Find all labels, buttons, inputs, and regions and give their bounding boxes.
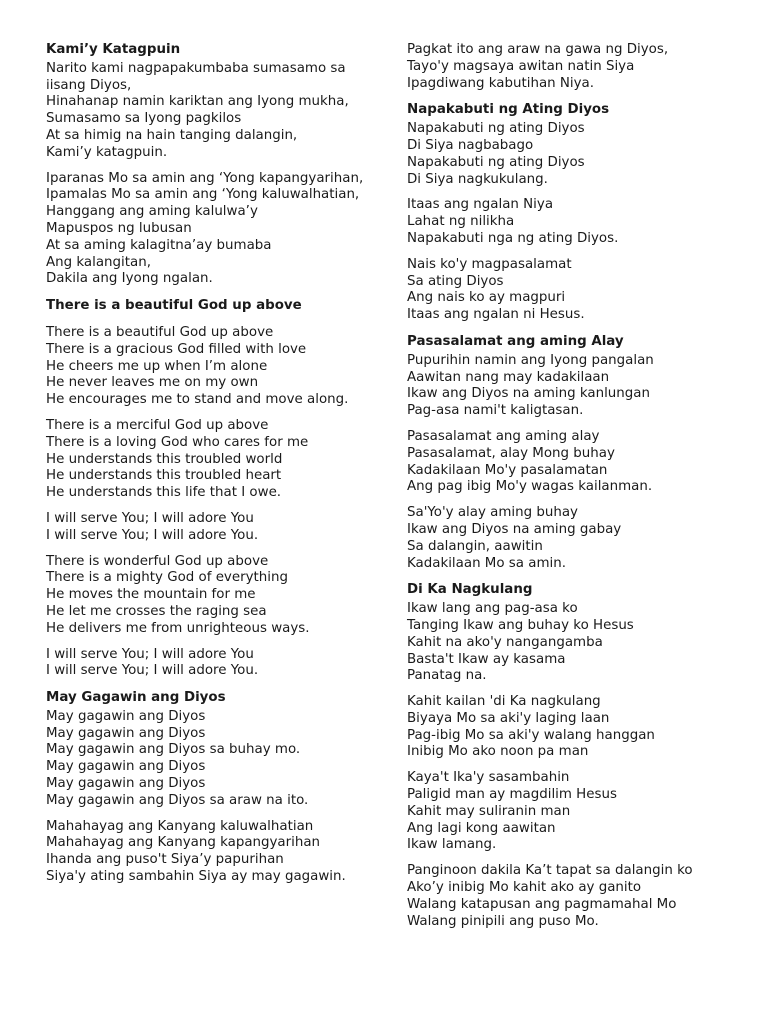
lyric-line: Pag-asa nami't kaligtasan. <box>407 403 584 419</box>
song-continued <box>407 42 737 92</box>
lyric-line: May gagawin ang Diyos <box>46 708 206 724</box>
stanza <box>46 709 366 810</box>
lyric-line: Kami’y katagpuin. <box>46 144 168 160</box>
lyric-line: Iparanas Mo sa amin ang ‘Yong kapangyarihan, <box>46 170 364 186</box>
lyric-line: Panginoon dakila Ka’t tapat sa dalangin ko <box>407 863 693 879</box>
lyric-line: Pasasalamat, alay Mong buhay <box>407 445 615 461</box>
left-column <box>46 42 366 886</box>
lyric-line: Siya'y ating sambahin Siya ay may gagawin. <box>46 869 346 885</box>
stanza <box>46 418 366 502</box>
lyric-line: Paligid man ay magdilim Hesus <box>407 787 617 803</box>
lyric-line: Hanggang ang aming kalulwa’y <box>46 204 258 220</box>
lyric-line: Mahahayag ang Kanyang kaluwalhatian <box>46 818 314 834</box>
lyric-line: Basta't Ikaw ay kasama <box>407 651 566 667</box>
lyric-line: He moves the mountain for me <box>46 587 256 603</box>
lyric-line: Ang lagi kong aawitan <box>407 820 556 836</box>
lyric-line: Ihanda ang puso't Siya’y papurihan <box>46 852 284 868</box>
lyric-line: Ikaw lang ang pag-asa ko <box>407 601 578 617</box>
lyric-line: Pasasalamat ang aming alay <box>407 428 600 444</box>
stanza <box>407 353 737 420</box>
lyric-line: Walang pinipili ang puso Mo. <box>407 913 599 929</box>
lyric-line: He never leaves me on my own <box>46 375 259 391</box>
song-kamiy-katagpuin <box>46 42 366 288</box>
lyric-line: Kaya't Ika'y sasambahin <box>407 770 570 786</box>
lyric-line: Sumasamo sa Iyong pagkilos <box>46 111 242 127</box>
lyric-line: Ikaw lamang. <box>407 837 497 853</box>
lyric-line: There is a merciful God up above <box>46 417 269 433</box>
lyric-line: Kahit na ako'y nangangamba <box>407 634 603 650</box>
lyric-line: Ipagdiwang kabutihan Niya. <box>407 75 595 91</box>
lyric-line: Pagkat ito ang araw na gawa ng Diyos, <box>407 42 669 57</box>
lyric-line: May gagawin ang Diyos sa araw na ito. <box>46 792 309 808</box>
lyric-line: Napakabuti ng ating Diyos <box>407 154 585 170</box>
lyric-line: Kahit may suliranin man <box>407 803 571 819</box>
lyric-line: May gagawin ang Diyos <box>46 759 206 775</box>
stanza <box>46 819 366 886</box>
lyric-line: There is a gracious God filled with love <box>46 341 307 357</box>
stanza <box>46 325 366 409</box>
lyric-line: Tanging Ikaw ang buhay ko Hesus <box>407 617 634 633</box>
stanza <box>407 121 737 188</box>
lyric-line: Di Siya nagkukulang. <box>407 171 548 187</box>
lyric-line: Kahit kailan 'di Ka nagkulang <box>407 694 601 710</box>
lyric-line: There is a loving God who cares for me <box>46 434 309 450</box>
lyric-line: Ang pag ibig Mo'y wagas kailanman. <box>407 479 653 495</box>
lyric-line: Ako’y inibig Mo kahit ako ay ganito <box>407 880 642 896</box>
lyric-line: He encourages me to stand and move along. <box>46 392 349 408</box>
lyric-line: Walang katapusan ang pagmamahal Mo <box>407 896 677 912</box>
stanza <box>407 42 737 92</box>
lyric-line: Ikaw ang Diyos na aming kanlungan <box>407 386 650 402</box>
lyric-line: Hinahanap namin kariktan ang Iyong mukha, <box>46 94 349 110</box>
lyric-line: He delivers me from unrighteous ways. <box>46 620 310 636</box>
song-title: Pasasalamat ang aming Alay <box>407 333 624 349</box>
lyric-line: Lahat ng nilikha <box>407 214 515 230</box>
song-title: There is a beautiful God up above <box>46 298 302 314</box>
song-title: May Gagawin ang Diyos <box>46 690 226 706</box>
lyric-line: Ipamalas Mo sa amin ang ‘Yong kaluwalhatian, <box>46 187 360 203</box>
lyric-line: There is a beautiful God up above <box>46 324 274 340</box>
lyric-line: Ikaw ang Diyos na aming gabay <box>407 521 622 537</box>
lyric-line: He cheers me up when I’m alone <box>46 358 268 374</box>
lyric-line: Ang nais ko ay magpuri <box>407 290 566 306</box>
stanza <box>46 511 366 545</box>
stanza <box>46 171 366 289</box>
lyric-line: Nais ko'y magpasalamat <box>407 256 572 272</box>
lyric-line: Kadakilaan Mo'y pasalamatan <box>407 462 608 478</box>
lyric-line: Sa ating Diyos <box>407 273 504 289</box>
lyric-line: May gagawin ang Diyos <box>46 776 206 792</box>
lyric-line: Itaas ang ngalan Niya <box>407 197 554 213</box>
stanza <box>407 694 737 761</box>
lyric-line: Narito kami nagpapakumbaba sumasamo sa iisang Diyos, <box>46 60 350 93</box>
lyric-line: Mapuspos ng lubusan <box>46 220 192 236</box>
stanza <box>407 863 737 930</box>
stanza <box>46 647 366 681</box>
lyric-line: Napakabuti nga ng ating Diyos. <box>407 230 619 246</box>
lyric-line: May gagawin ang Diyos <box>46 725 206 741</box>
lyric-line: There is a mighty God of everything <box>46 570 288 586</box>
lyric-line: Dakila ang Iyong ngalan. <box>46 271 213 287</box>
stanza <box>46 61 366 162</box>
stanza <box>407 505 737 572</box>
lyric-line: Ang kalangitan, <box>46 254 151 270</box>
lyric-line: Biyaya Mo sa aki'y laging laan <box>407 710 610 726</box>
lyric-line: He understands this troubled heart <box>46 468 282 484</box>
lyric-line: Sa dalangin, aawitin <box>407 538 543 554</box>
lyric-line: At sa himig na hain tanging dalangin, <box>46 127 298 143</box>
song-title: Napakabuti ng Ating Diyos <box>407 102 610 118</box>
stanza <box>407 197 737 247</box>
stanza <box>407 770 737 854</box>
song-beautiful-god <box>46 298 366 680</box>
lyric-line: Napakabuti ng ating Diyos <box>407 121 585 137</box>
lyric-line: He understands this troubled world <box>46 451 283 467</box>
song-pasasalamat <box>407 334 737 572</box>
lyric-line: Panatag na. <box>407 668 487 684</box>
lyric-line: Aawitan nang may kadakilaan <box>407 369 610 385</box>
lyric-line: I will serve You; I will adore You. <box>46 663 259 679</box>
lyric-line: May gagawin ang Diyos sa buhay mo. <box>46 742 301 758</box>
song-napakabuti <box>407 102 737 324</box>
lyric-line: Tayo'y magsaya awitan natin Siya <box>407 58 635 74</box>
lyric-line: Pag-ibig Mo sa aki'y walang hanggan <box>407 727 655 743</box>
right-column <box>407 42 737 930</box>
lyric-line: I will serve You; I will adore You <box>46 646 254 662</box>
song-title: Kami’y Katagpuin <box>46 42 181 57</box>
lyric-line: I will serve You; I will adore You. <box>46 527 259 543</box>
lyric-line: Itaas ang ngalan ni Hesus. <box>407 307 585 323</box>
lyric-line: He understands this life that I owe. <box>46 485 282 501</box>
lyric-line: I will serve You; I will adore You <box>46 510 254 526</box>
stanza <box>407 601 737 685</box>
lyric-line: Di Siya nagbabago <box>407 137 534 153</box>
lyric-line: Kadakilaan Mo sa amin. <box>407 555 566 571</box>
stanza <box>46 554 366 638</box>
stanza <box>407 429 737 496</box>
song-title: Di Ka Nagkulang <box>407 582 533 598</box>
lyric-line: Pupurihin namin ang Iyong pangalan <box>407 352 654 368</box>
lyric-line: There is wonderful God up above <box>46 553 269 569</box>
lyric-line: At sa aming kalagitna’ay bumaba <box>46 237 272 253</box>
song-di-ka-nagkulang <box>407 582 737 930</box>
lyric-line: Inibig Mo ako noon pa man <box>407 744 589 760</box>
song-may-gagawin <box>46 690 366 886</box>
lyric-line: Sa'Yo'y alay aming buhay <box>407 505 578 521</box>
stanza <box>407 257 737 324</box>
lyric-line: Mahahayag ang Kanyang kapangyarihan <box>46 835 321 851</box>
lyric-line: He let me crosses the raging sea <box>46 603 267 619</box>
